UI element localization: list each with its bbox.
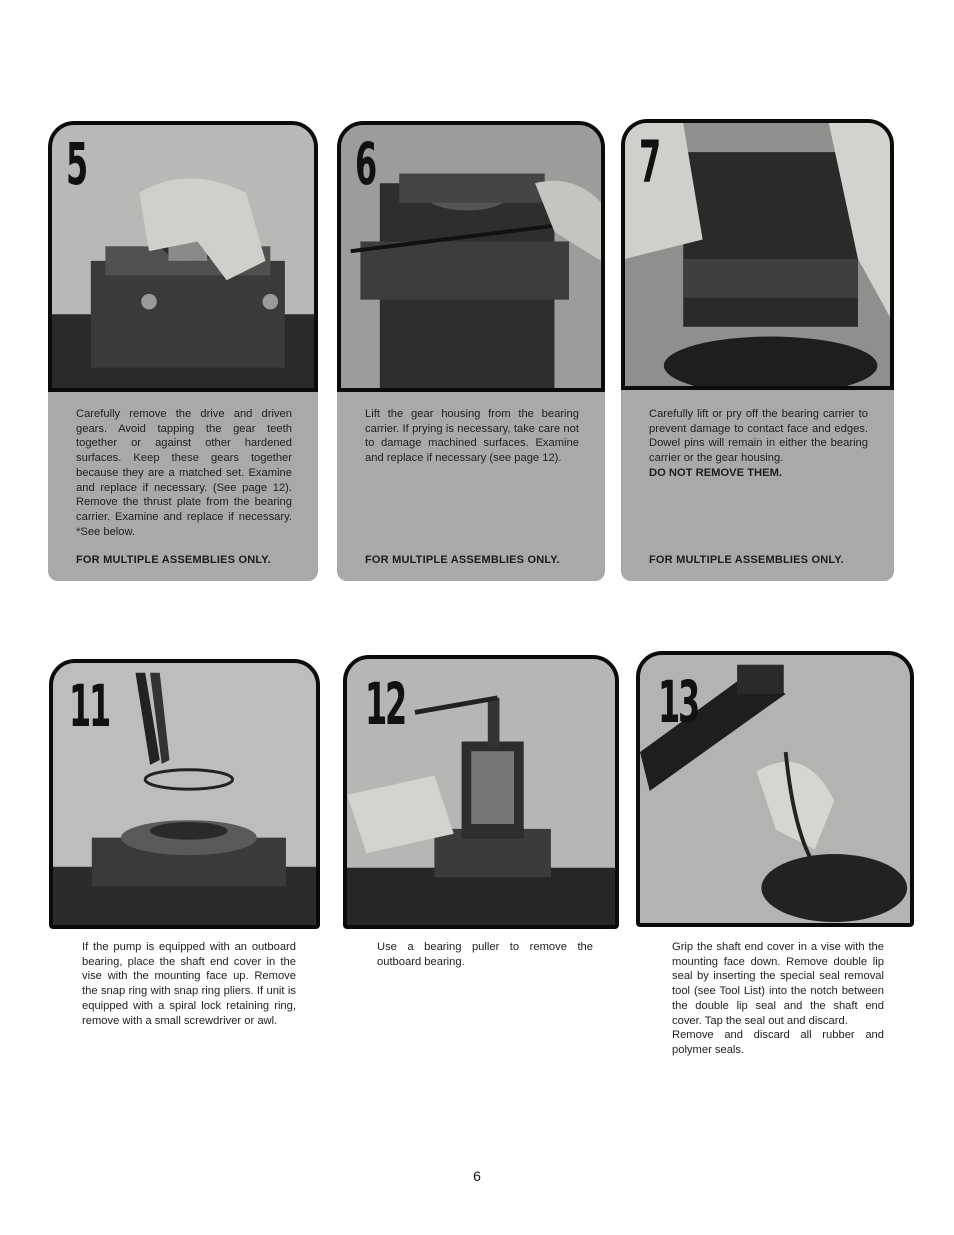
step-5-card [48,121,318,581]
step-6-illustration [341,125,601,388]
step-7-illustration [625,123,890,386]
page-number: 6 [473,1168,481,1184]
step-6-text: Lift the gear housing from the bearing carrier. If prying is necessary, take care not to damage machined surfaces. Examine and replace if necessary (see page 12). [365,408,579,465]
step-number: 13 [658,668,698,736]
step-7-card [621,119,894,581]
step-number: 11 [69,672,109,740]
step-5-illustration [52,125,314,388]
step-number: 6 [355,130,375,198]
step-11-description: If the pump is equipped with an outboard bearing, place the shaft end cover in the vise with the mounting face up. Remove the snap ring with snap ring pliers. If unit is equipped with a spiral lock retaining ring, remove with a small screwdriver or awl. [82,941,296,1027]
step-number: 5 [66,130,86,198]
step-12-description: Use a bearing puller to remove the outboard bearing. [377,941,593,968]
step-6-card [337,121,605,581]
step-number: 12 [365,670,405,738]
step-7-description [649,407,868,481]
step-11-photo [49,659,320,929]
step-12-photo [343,655,619,929]
step-6-footer: FOR MULTIPLE ASSEMBLIES ONLY. [365,554,560,566]
step-5-text: Carefully remove the drive and driven gears. Avoid tapping the gear teeth together or against other hardened surfaces. Keep these gears together because they are a matched set. Examine and replace if necessary. (See page 12). Remove the thrust plate from the bearing carrier. Examine and replace if necessary. *See below. [76,408,292,538]
step-13-text-2: Remove and discard all rubber and polymer seals. [672,1029,884,1056]
step-13-photo [636,651,914,927]
step-6-description [365,407,579,466]
step-7-photo [621,119,894,390]
step-7-footer: FOR MULTIPLE ASSEMBLIES ONLY. [649,554,844,566]
step-6-photo [337,121,605,392]
step-5-description [76,407,292,539]
step-13-text: Grip the shaft end cover in a vise with the mounting face down. Remove double lip seal by inserting the special seal removal tool (see Tool List) into the notch between the double lip seal and the shaft end cover. Tap the seal out and discard. [672,941,884,1027]
step-5-photo [48,121,318,392]
step-13-description [672,940,884,1058]
step-5-footer: FOR MULTIPLE ASSEMBLIES ONLY. [76,554,271,566]
step-7-text: Carefully lift or pry off the bearing carrier to prevent damage to contact face and edges. Dowel pins will remain in either the bearing carrier or the gear housing. [649,408,868,465]
step-number: 7 [639,128,659,196]
step-7-emphasis: DO NOT REMOVE THEM. [649,466,783,479]
